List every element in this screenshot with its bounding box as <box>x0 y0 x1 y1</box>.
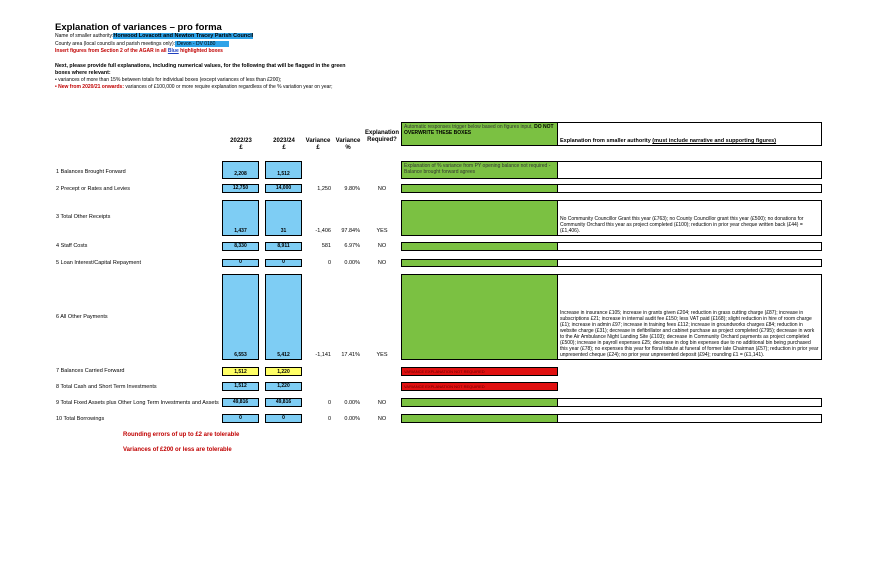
auto-response-box <box>401 274 558 360</box>
auto-response-box <box>401 184 558 193</box>
intro-line-2: boxes where relevant: <box>55 70 111 76</box>
auto-response-box: Explanation of % variance from PY opening balance not required - Balance brought forward agrees <box>401 161 558 179</box>
value-2022-23-box[interactable]: 6,553 <box>222 274 259 360</box>
header-2022-23-year: 2022/23 <box>230 138 252 144</box>
value-2022-23-box[interactable]: 1,437 <box>222 200 259 236</box>
explanation-required-value: NO <box>377 416 387 422</box>
variance-value: -1,141 <box>315 352 331 358</box>
variance-pct-value: 0.00% <box>344 260 360 266</box>
authority-label: Name of smaller authority: <box>55 33 114 39</box>
value-2023-24-box[interactable]: 0 <box>265 259 302 267</box>
header-explanation-required <box>362 130 402 144</box>
row-label: 3 Total Other Receipts <box>56 214 111 220</box>
explanation-input[interactable]: No Community Councillor Grant this year (£763); no County Councillor grant this year (£500); no donations for Community Orchard this year as project completed (£100); reduction in prior year cheque written back (£44) = (£1,406). <box>557 200 822 236</box>
variance-pct-value: 0.00% <box>344 400 360 406</box>
county-label: County area (local councils and parish meetings only): <box>55 41 176 47</box>
value-2023-24-box[interactable]: 31 <box>265 200 302 236</box>
explanation-input[interactable]: Increase in insurance £105; increase in grants given £204; reduction in grass cutting charge (£87); increase in subscriptions £21; increase in internal audit fee £150; less VAT paid (£168); slight reduction in hire of room charge (£1); increase in admin £97; increase in training fees £112; increase in groundworks charges £84; reduction in website charge (£31); decrease in defibrillator and cabinet purchase as project completed (£795); decrease in work to the Air Ambulance Night Landing Site (£103); decrease in Community Orchard payments as project completed (£500); increase in payroll expenses £25; decrease in dog bin expenses due to no additional bin being purchased this year (£78); no expenses this year for floral tribute at funeral of former late Chairman (£57); reduction in prior year unpresented cheque (£24); no prior year unpresented deposit (£94); rounding £1 = (£1,141). <box>557 274 822 360</box>
value-2023-24-box[interactable]: 1,512 <box>265 161 302 179</box>
variance-pct-value: 17.41% <box>341 352 360 358</box>
explanation-input[interactable] <box>557 161 822 179</box>
variance-value: -1,406 <box>315 228 331 234</box>
header-req-line2: Required? <box>367 137 397 143</box>
value-2022-23-box[interactable]: 1,512 <box>222 382 259 391</box>
value-2022-23-box[interactable]: 12,750 <box>222 184 259 193</box>
header-req-line1: Explanation <box>364 130 399 136</box>
header-variance-label: Variance <box>305 138 331 144</box>
header-variance-pct-label: Variance <box>335 138 361 144</box>
row-label: 4 Staff Costs <box>56 243 88 249</box>
auto-response-header <box>401 122 558 146</box>
value-2023-24-box[interactable]: 5,412 <box>265 274 302 360</box>
auto-response-header-text: Automatic responses trigger below based on figures input, <box>404 124 535 130</box>
county-value[interactable]: Devon - DV 0180 <box>175 41 229 47</box>
explanation-required-value: YES <box>376 228 388 234</box>
value-2023-24-box[interactable]: 8,911 <box>265 242 302 251</box>
row-label: 2 Precept or Rates and Levies <box>56 186 130 192</box>
value-2022-23-box[interactable]: 8,330 <box>222 242 259 251</box>
bullet-2 <box>55 84 332 90</box>
explanation-input[interactable] <box>557 242 822 251</box>
bullet-2-rest: variances of £100,000 or more require explanation regardless of the % variation year on year; <box>124 84 333 90</box>
auto-response-box <box>401 398 558 407</box>
header-2022-23 <box>223 138 259 152</box>
explanation-required-value: YES <box>376 352 388 358</box>
insert-instruction-post: highlighted boxes <box>178 48 223 54</box>
page-title: Explanation of variances – pro forma <box>55 22 222 33</box>
insert-instruction <box>55 48 223 54</box>
insert-instruction-pre: Insert figures from Section 2 of the AGAR in all <box>55 48 168 54</box>
variance-tolerance-note: Variances of £200 or less are tolerable <box>123 447 232 453</box>
auto-response-box: VARIANCE EXPLANATION NOT REQUIRED <box>401 367 558 376</box>
value-2023-24-box[interactable]: 49,816 <box>265 398 302 407</box>
bullet-2-bold: • New from 2020/21 onwards: <box>55 84 124 90</box>
explanation-required-value: NO <box>377 400 387 406</box>
rounding-note: Rounding errors of up to £2 are tolerable <box>123 432 240 438</box>
explanation-header-text: Explanation from smaller authority <box>560 138 653 144</box>
intro-line-1: Next, please provide full explanations, including numerical values, for the following that will be flagged in the green <box>55 63 346 69</box>
authority-name[interactable]: Horwood Lovacott and Newton Tracey Parish Council <box>113 33 254 39</box>
explanation-required-value: NO <box>377 243 387 249</box>
header-variance-unit: £ <box>316 145 320 151</box>
value-2022-23-box[interactable]: 0 <box>222 259 259 267</box>
header-variance <box>302 138 334 152</box>
variance-pct-value: 97.84% <box>341 228 360 234</box>
value-2023-24-box[interactable]: 0 <box>265 414 302 423</box>
header-2022-23-unit: £ <box>239 145 243 151</box>
auto-response-box <box>401 200 558 236</box>
variance-value: 581 <box>321 243 331 249</box>
value-2022-23-box[interactable]: 2,208 <box>222 161 259 179</box>
auto-response-box <box>401 259 558 267</box>
auto-response-box <box>401 242 558 251</box>
row-label: 8 Total Cash and Short Term Investments <box>56 384 157 390</box>
explanation-input[interactable] <box>557 184 822 193</box>
explanation-required-value: NO <box>377 260 387 266</box>
value-2023-24-box[interactable]: 14,000 <box>265 184 302 193</box>
header-variance-pct-unit: % <box>345 145 351 151</box>
header-variance-pct <box>333 138 363 152</box>
insert-instruction-blue: Blue <box>167 48 179 54</box>
row-label: 1 Balances Brought Forward <box>56 169 126 175</box>
variance-value: 0 <box>327 400 331 406</box>
value-2023-24-box[interactable]: 1,220 <box>265 382 302 391</box>
variance-pct-value: 6.97% <box>344 243 360 249</box>
value-2023-24-box[interactable]: 1,220 <box>265 367 302 376</box>
authority-line <box>55 33 253 39</box>
header-2023-24-year: 2023/24 <box>273 138 295 144</box>
value-2022-23-box[interactable]: 49,816 <box>222 398 259 407</box>
row-label: 6 All Other Payments <box>56 314 108 320</box>
value-2022-23-box[interactable]: 0 <box>222 414 259 423</box>
header-2023-24-unit: £ <box>282 145 286 151</box>
auto-response-header-bold: DO NOT OVERWRITE THESE BOXES <box>404 124 554 136</box>
explanation-input[interactable] <box>557 398 822 407</box>
value-2022-23-box[interactable]: 1,512 <box>222 367 259 376</box>
bullet-1: • variances of more than 15% between totals for individual boxes (except variances of less than £200); <box>55 77 282 83</box>
auto-response-box <box>401 414 558 423</box>
variance-pct-value: 0.00% <box>344 416 360 422</box>
explanation-input[interactable] <box>557 414 822 423</box>
row-label: 10 Total Borrowings <box>56 416 105 422</box>
explanation-header-underlined: (must include narrative and supporting figures) <box>652 138 777 144</box>
explanation-header <box>557 122 822 146</box>
row-label: 5 Loan Interest/Capital Repayment <box>56 260 141 266</box>
auto-response-box: VARIANCE EXPLANATION NOT REQUIRED <box>401 382 558 391</box>
row-label: 7 Balances Carried Forward <box>56 368 125 374</box>
variance-value: 1,250 <box>317 186 331 192</box>
header-2023-24 <box>266 138 302 152</box>
explanation-required-value: NO <box>377 186 387 192</box>
row-label: 9 Total Fixed Assets plus Other Long Term Investments and Assets <box>56 400 219 406</box>
county-line <box>55 41 229 47</box>
variance-value: 0 <box>327 416 331 422</box>
explanation-input[interactable] <box>557 259 822 267</box>
variance-pct-value: 9.80% <box>344 186 360 192</box>
variance-value: 0 <box>327 260 331 266</box>
